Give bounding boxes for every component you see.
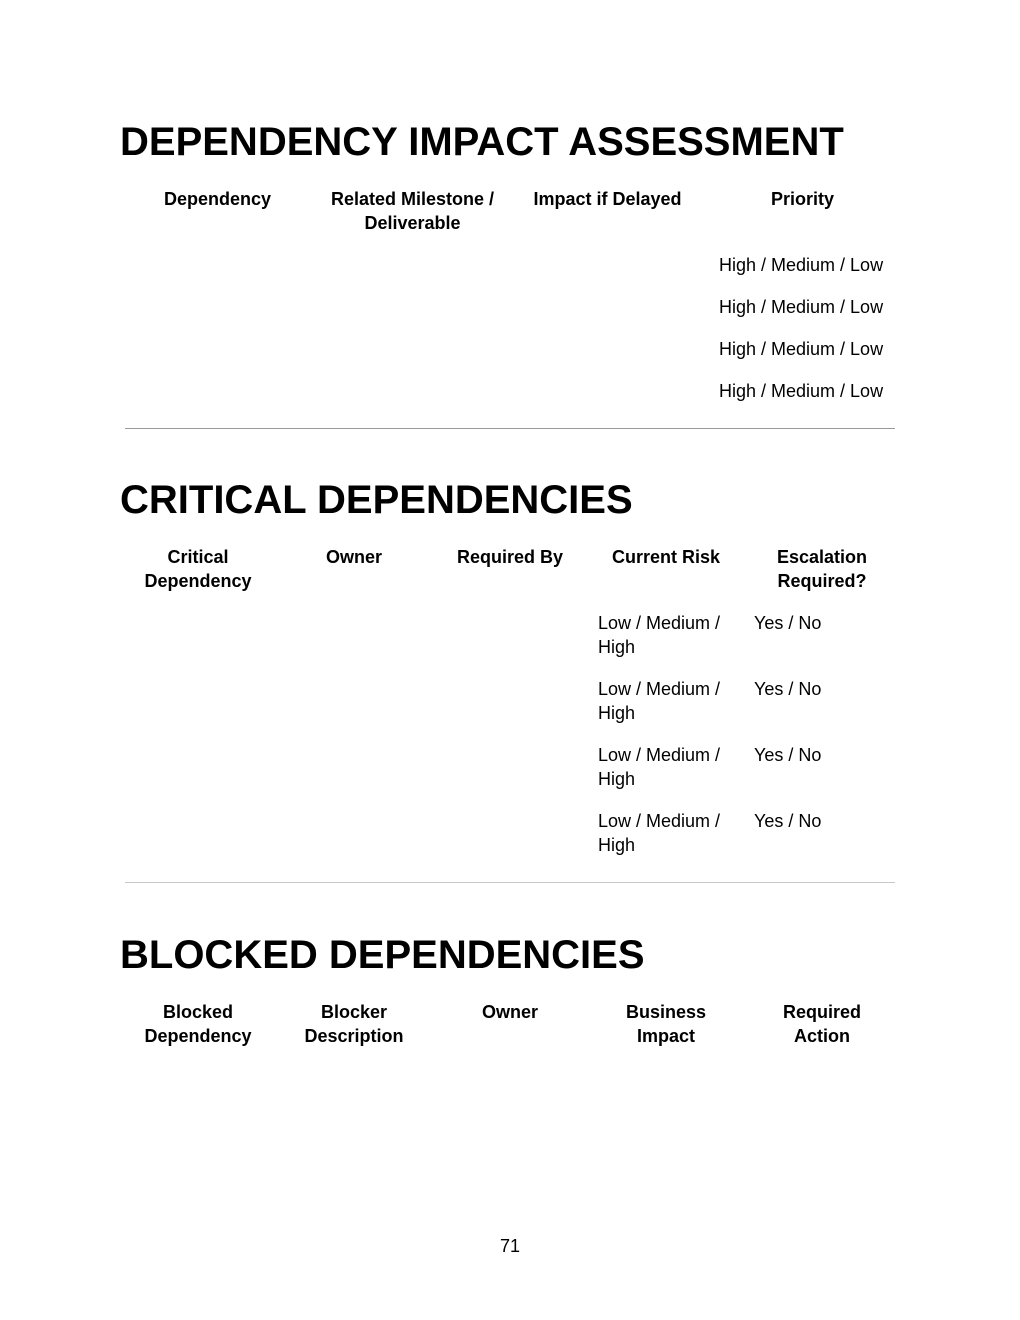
cell-owner[interactable] xyxy=(276,611,432,677)
column-header-current-risk: Current Risk xyxy=(611,547,721,567)
cell-impact[interactable] xyxy=(510,337,705,379)
cell-milestone[interactable] xyxy=(315,253,510,295)
column-header-owner: Owner xyxy=(481,1002,538,1022)
cell-priority[interactable]: High / Medium / Low xyxy=(719,381,884,401)
section-title-impact-assessment: DEPENDENCY IMPACT ASSESSMENT xyxy=(120,120,844,164)
impact-assessment-table xyxy=(120,187,900,421)
section-title-critical-dependencies: CRITICAL DEPENDENCIES xyxy=(120,478,633,522)
cell-escalation[interactable]: Yes / No xyxy=(754,745,822,765)
cell-critical-dependency[interactable] xyxy=(120,743,276,809)
cell-dependency[interactable] xyxy=(120,379,315,421)
column-header-impact-if-delayed: Impact if Delayed xyxy=(533,189,682,209)
cell-critical-dependency[interactable] xyxy=(120,809,276,875)
blocked-dependencies-table xyxy=(120,1000,900,1066)
cell-milestone[interactable] xyxy=(315,379,510,421)
column-header-required-action: Required Action xyxy=(782,1002,861,1046)
cell-impact[interactable] xyxy=(510,379,705,421)
cell-required-by[interactable] xyxy=(432,743,588,809)
cell-priority[interactable]: High / Medium / Low xyxy=(719,297,884,317)
section-title-blocked-dependencies: BLOCKED DEPENDENCIES xyxy=(120,933,645,977)
column-header-business-impact: Business Impact xyxy=(625,1002,707,1046)
cell-dependency[interactable] xyxy=(120,253,315,295)
cell-owner[interactable] xyxy=(276,677,432,743)
cell-escalation[interactable]: Yes / No xyxy=(754,811,822,831)
page-number: 71 xyxy=(499,1236,521,1256)
cell-current-risk[interactable]: Low / Medium / High xyxy=(598,679,721,723)
cell-impact[interactable] xyxy=(510,253,705,295)
cell-owner[interactable] xyxy=(276,809,432,875)
critical-dependencies-table xyxy=(120,545,900,875)
column-header-escalation-required: Escalation Required? xyxy=(776,547,868,591)
cell-dependency[interactable] xyxy=(120,337,315,379)
cell-current-risk[interactable]: Low / Medium / High xyxy=(598,811,721,855)
column-header-related-milestone: Related Milestone / Deliverable xyxy=(330,189,495,233)
section-divider xyxy=(125,428,895,429)
cell-milestone[interactable] xyxy=(315,295,510,337)
cell-required-by[interactable] xyxy=(432,611,588,677)
column-header-dependency: Dependency xyxy=(163,189,272,209)
column-header-blocked-dependency: Blocked Dependency xyxy=(144,1002,252,1046)
column-header-blocker-description: Blocker Description xyxy=(304,1002,404,1046)
column-header-owner: Owner xyxy=(325,547,382,567)
column-header-required-by: Required By xyxy=(456,547,564,567)
cell-milestone[interactable] xyxy=(315,337,510,379)
cell-escalation[interactable]: Yes / No xyxy=(754,613,822,633)
cell-current-risk[interactable]: Low / Medium / High xyxy=(598,745,721,789)
cell-required-by[interactable] xyxy=(432,809,588,875)
cell-critical-dependency[interactable] xyxy=(120,677,276,743)
column-header-critical-dependency: Critical Dependency xyxy=(144,547,252,591)
cell-dependency[interactable] xyxy=(120,295,315,337)
cell-impact[interactable] xyxy=(510,295,705,337)
cell-escalation[interactable]: Yes / No xyxy=(754,679,822,699)
cell-priority[interactable]: High / Medium / Low xyxy=(719,255,884,275)
cell-owner[interactable] xyxy=(276,743,432,809)
cell-critical-dependency[interactable] xyxy=(120,611,276,677)
column-header-priority: Priority xyxy=(770,189,835,209)
section-divider xyxy=(125,882,895,883)
cell-required-by[interactable] xyxy=(432,677,588,743)
cell-current-risk[interactable]: Low / Medium / High xyxy=(598,613,721,657)
cell-priority[interactable]: High / Medium / Low xyxy=(719,339,884,359)
